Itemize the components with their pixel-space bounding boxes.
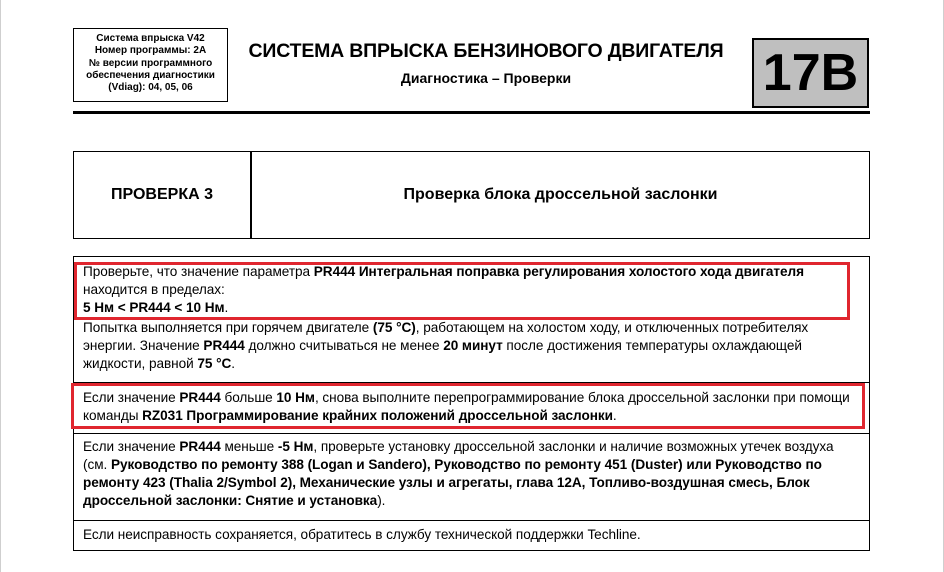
row-divider [74,433,869,434]
bold-run: 75 °C [197,356,232,371]
text-run: . [224,300,229,315]
document-title: СИСТЕМА ВПРЫСКА БЕНЗИНОВОГО ДВИГАТЕЛЯ [248,40,724,62]
bold-run: 10 Нм [276,390,315,405]
text-run: Если значение [83,390,180,405]
text-run: Попытка выполняется при горячем двигателе [83,320,373,335]
bold-run: PR444 [203,338,245,353]
bold-run: PR444 [179,390,221,405]
document-subtitle: Диагностика – Проверки [400,70,572,86]
paragraph-pr444-high [83,389,861,425]
text-run: , проверьте установку дроссельной заслонки и наличие возможных утечек воздуха (см. [83,439,834,472]
info-line: (Vdiag): 04, 05, 06 [108,82,193,94]
text-run: находится в пределах: [83,282,225,297]
info-line: Система впрыска V42 [96,33,205,44]
bold-run: (75 °C) [372,320,416,335]
check-title: Проверка блока дроссельной заслонки [403,186,718,203]
text-run: . [231,356,236,371]
text-run: Если неисправность сохраняется, обратитесь в службу технической поддержки Techline. [83,527,641,542]
info-line: № версии программного [88,57,213,69]
text-run: Проверьте, что значение параметра [83,264,314,279]
text-run: , работающем на холостом ходу, и отключенных потребителях энергии. Значение [83,320,809,353]
info-line: Номер программы: 2A [94,45,207,57]
paragraph-parameter-check [83,263,861,317]
bold-run: 20 минут [443,338,503,353]
paragraph-test-conditions [83,319,861,373]
info-line: обеспечения диагностики [86,69,215,81]
bold-run: -5 Нм [277,439,314,454]
text-run: . [612,408,617,423]
paragraph-techline [83,526,861,544]
text-run: меньше [220,439,278,454]
check-number: ПРОВЕРКА 3 [111,186,213,203]
check-content-table [73,256,870,551]
text-run: ). [377,493,386,508]
text-run: , снова выполните перепрограммирование блока дроссельной заслонки при помощи команды [83,390,850,423]
system-info-box [73,28,228,102]
row-divider [74,382,869,383]
section-code-badge: 17B [752,38,869,108]
text-run: Если значение [83,439,180,454]
bold-run: PR444 [179,439,221,454]
text-run: после достижения температуры охлаждающей жидкости, равной [83,338,802,371]
manual-reference: Руководство по ремонту 388 (Logan и Sandero), Руководство по ремонту 451 (Duster) или Руководство по ремонту 423 (Thalia 2/Symbol 2), Механические узлы и агрегаты, глава 12A, Топливо-воздушная смесь, Блок дроссельной заслонки: Снятие и установка [83,457,822,508]
paragraph-pr444-low [83,438,861,510]
check-title-table [73,151,870,239]
header-divider [73,111,870,114]
row-divider [74,520,869,521]
parameter-name: PR444 Интегральная поправка регулирования холостого хода двигателя [313,264,804,279]
text-run: должно считываться не менее [244,338,444,353]
parameter-range: 5 Нм < PR444 < 10 Нм [83,300,225,315]
command-name: RZ031 Программирование крайних положений дроссельной заслонки [142,408,613,423]
text-run: больше [220,390,277,405]
